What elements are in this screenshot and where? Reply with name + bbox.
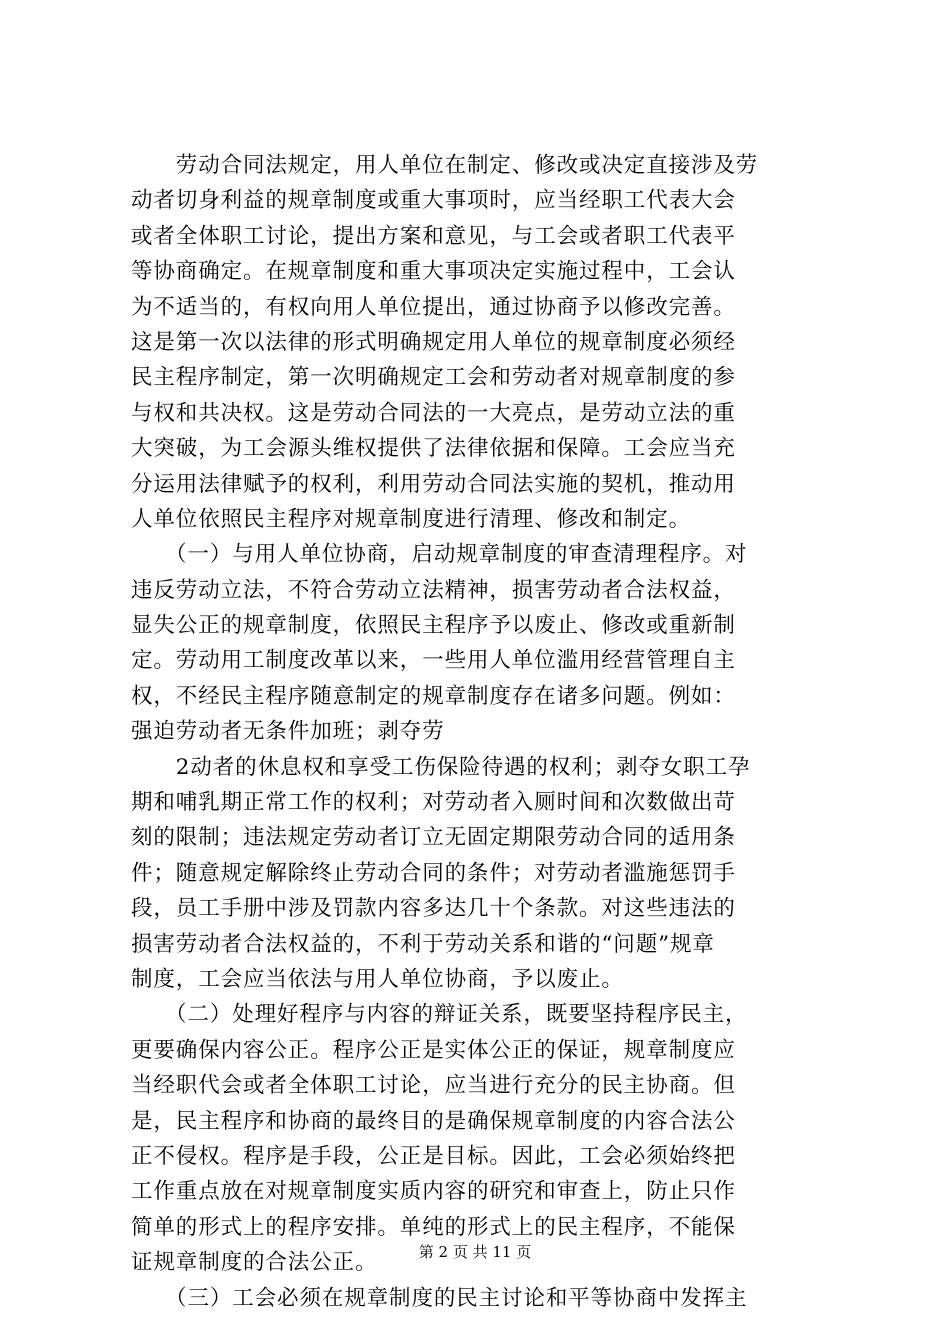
text-line: 动者切身利益的规章制度或重大事项时，应当经职工代表大会: [131, 188, 736, 214]
text-line: 分运用法律赋予的权利，利用劳动合同法实施的契机，推动用: [131, 471, 736, 497]
text-line: 权，不经民主程序随意制定的规章制度存在诸多问题。例如：: [131, 683, 736, 709]
text-line: 正不侵权。程序是手段，公正是目标。因此，工会必须始终把: [131, 1143, 736, 1169]
text-line: 件；随意规定解除终止劳动合同的条件；对劳动者滥施惩罚手: [131, 860, 736, 886]
text-line: 制度，工会应当依法与用人单位协商，予以废止。: [131, 966, 624, 992]
page-footer: 第 2 页 共 11 页: [418, 1243, 532, 1261]
text-line: 是，民主程序和协商的最终目的是确保规章制度的内容合法公: [131, 1108, 736, 1134]
text-line: 大突破，为工会源头维权提供了法律依据和保障。工会应当充: [131, 436, 736, 462]
text-line: 定。劳动用工制度改革以来，一些用人单位滥用经营管理自主: [131, 648, 736, 674]
text-line: 与权和共决权。这是劳动合同法的一大亮点，是劳动立法的重: [131, 400, 736, 426]
text-line: 损害劳动者合法权益的，不利于劳动关系和谐的“问题”规章: [131, 931, 715, 957]
text-line: 工作重点放在对规章制度实质内容的研究和审查上，防止只作: [131, 1179, 736, 1205]
text-line: 当经职代会或者全体职工讨论，应当进行充分的民主协商。但: [131, 1073, 736, 1099]
text-line: 或者全体职工讨论，提出方案和意见，与工会或者职工代表平: [131, 223, 736, 249]
text-line: 等协商确定。在规章制度和重大事项决定实施过程中，工会认: [131, 259, 736, 285]
text-line: 民主程序制定，第一次明确规定工会和劳动者对规章制度的参: [131, 365, 736, 391]
text-line: 人单位依照民主程序对规章制度进行清理、修改和制定。: [131, 506, 692, 532]
text-line: 2动者的休息权和享受工伤保险待遇的权利；剥夺女职工孕: [131, 754, 751, 780]
text-line: （三）工会必须在规章制度的民主讨论和平等协商中发挥主: [131, 1285, 748, 1311]
text-line: 期和哺乳期正常工作的权利；对劳动者入厕时间和次数做出苛: [131, 790, 736, 816]
text-line: 强迫劳动者无条件加班；剥夺劳: [131, 719, 445, 745]
text-line: （一）与用人单位协商，启动规章制度的审查清理程序。对: [131, 542, 748, 568]
text-line: 这是第一次以法律的形式明确规定用人单位的规章制度必须经: [131, 329, 736, 355]
text-line: 简单的形式上的程序安排。单纯的形式上的民主程序，不能保: [131, 1214, 736, 1240]
document-body: [131, 148, 825, 1316]
text-line: 刻的限制；违法规定劳动者订立无固定期限劳动合同的适用条: [131, 825, 736, 851]
text-line: 证规章制度的合法公正。: [131, 1250, 378, 1276]
text-line: 显失公正的规章制度，依照民主程序予以废止、修改或重新制: [131, 613, 736, 639]
text-line: 为不适当的，有权向用人单位提出，通过协商予以修改完善。: [131, 294, 736, 320]
text-line: （二）处理好程序与内容的辩证关系，既要坚持程序民主，: [131, 1002, 748, 1028]
text-line: 更要确保内容公正。程序公正是实体公正的保证，规章制度应: [131, 1037, 736, 1063]
text-line: 违反劳动立法，不符合劳动立法精神，损害劳动者合法权益，: [131, 577, 736, 603]
text-line: 劳动合同法规定，用人单位在制定、修改或决定直接涉及劳: [131, 153, 759, 178]
text-line: 段，员工手册中涉及罚款内容多达几十个条款。对这些违法的: [131, 896, 736, 922]
